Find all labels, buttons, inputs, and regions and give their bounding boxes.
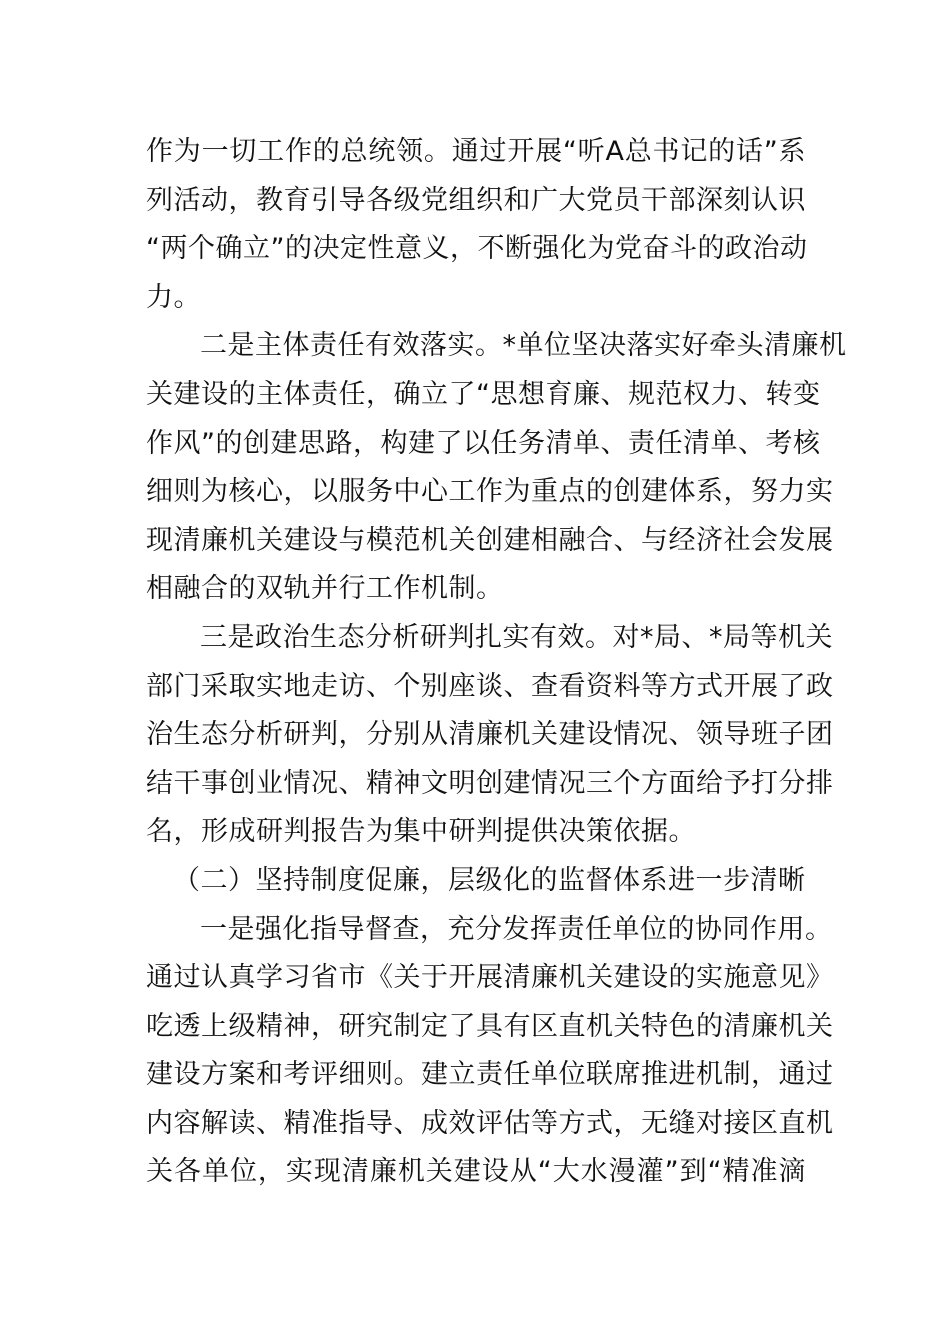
text-line: 名，形成研判报告为集中研判提供决策依据。 bbox=[146, 816, 696, 848]
text-line: 现清廉机关建设与模范机关创建相融合、与经济社会发展 bbox=[146, 524, 834, 556]
text-line: 吃透上级精神，研究制定了具有区直机关特色的清廉机关 bbox=[146, 1010, 834, 1042]
text-line: 作为一切工作的总统领。通过开展“听A总书记的话”系 bbox=[146, 136, 806, 167]
text-line: 二是主体责任有效落实。*单位坚决落实好牵头清廉机 bbox=[200, 330, 847, 362]
text-line: 结干事创业情况、精神文明创建情况三个方面给予打分排 bbox=[146, 767, 834, 799]
document-body bbox=[146, 128, 847, 1197]
text-line: 细则为核心，以服务中心工作为重点的创建体系，努力实 bbox=[146, 476, 834, 508]
text-line: 治生态分析研判，分别从清廉机关建设情况、领导班子团 bbox=[146, 719, 834, 751]
text-line: 通过认真学习省市《关于开展清廉机关建设的实施意见》 bbox=[146, 962, 834, 994]
text-line: 作风”的创建思路，构建了以任务清单、责任清单、考核 bbox=[146, 427, 821, 459]
paragraph-political-ecology bbox=[146, 614, 834, 857]
paragraph-main-responsibility bbox=[146, 322, 847, 614]
section-heading-text: （二）坚持制度促廉，层级化的监督体系进一步清晰 bbox=[173, 864, 806, 896]
text-line: 列活动，教育引导各级党组织和广大党员干部深刻认识 bbox=[146, 184, 806, 216]
paragraph-supervision bbox=[146, 906, 834, 1198]
text-line: 关建设的主体责任，确立了“思想育廉、规范权力、转变 bbox=[146, 378, 821, 410]
paragraph-continuation bbox=[146, 128, 806, 322]
text-line: “两个确立”的决定性意义，不断强化为党奋斗的政治动 bbox=[146, 233, 808, 265]
section-heading bbox=[146, 857, 806, 906]
text-line: 部门采取实地走访、个别座谈、查看资料等方式开展了政 bbox=[146, 670, 834, 702]
text-line: 建设方案和考评细则。建立责任单位联席推进机制，通过 bbox=[146, 1059, 834, 1091]
text-line: 一是强化指导督查，充分发挥责任单位的协同作用。 bbox=[200, 913, 833, 945]
text-line: 内容解读、精准指导、成效评估等方式，无缝对接区直机 bbox=[146, 1107, 834, 1139]
text-line: 力。 bbox=[146, 281, 201, 313]
text-line: 关各单位，实现清廉机关建设从“大水漫灌”到“精准滴 bbox=[146, 1156, 806, 1188]
text-line: 三是政治生态分析研判扎实有效。对*局、*局等机关 bbox=[200, 621, 833, 653]
text-line: 相融合的双轨并行工作机制。 bbox=[146, 573, 504, 605]
